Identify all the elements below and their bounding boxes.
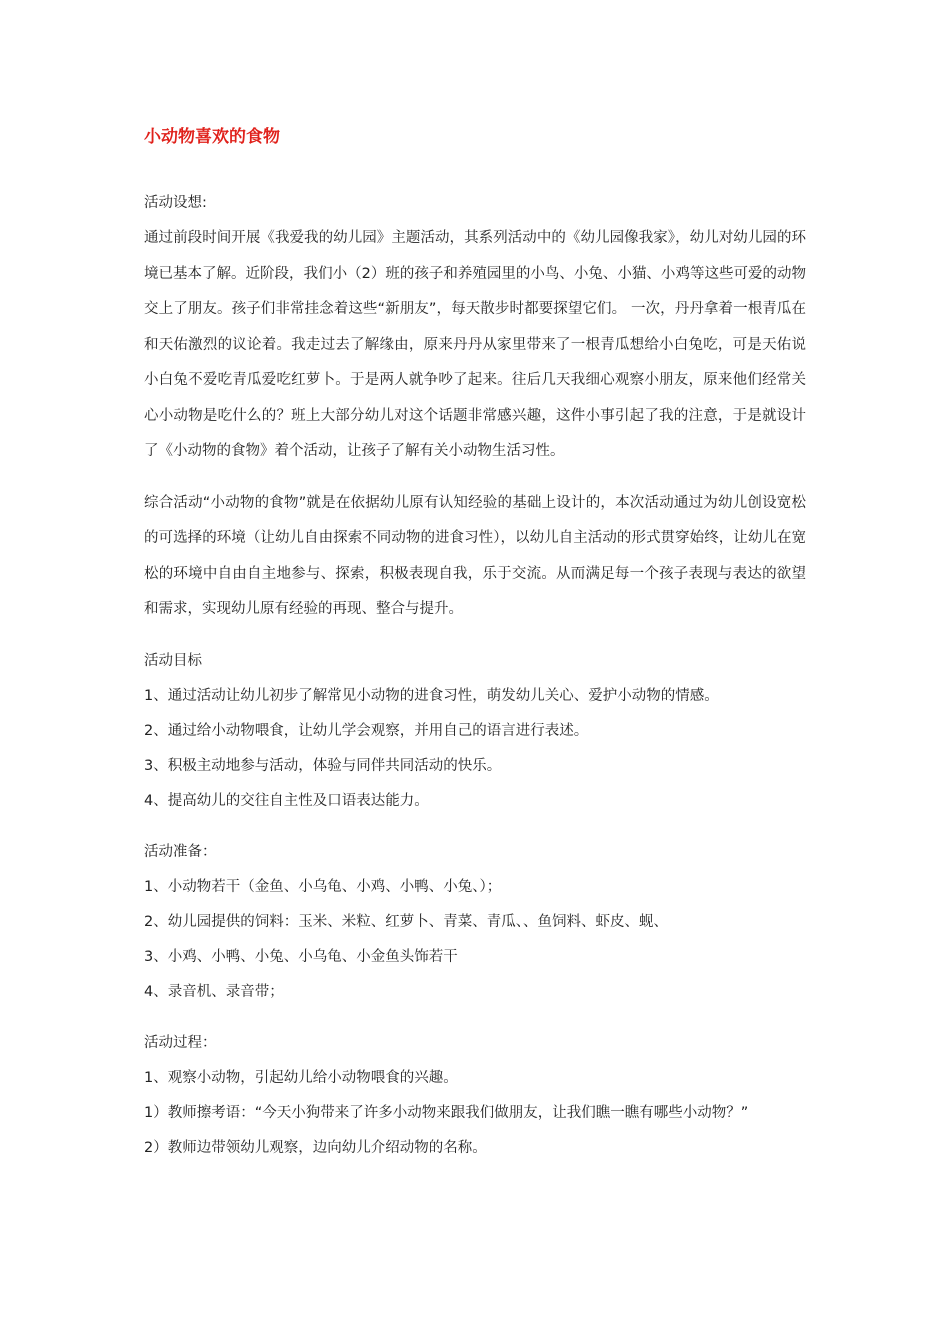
preparation-label: 活动准备： <box>144 843 217 860</box>
process-item: 1）教师擦考语：“今天小狗带来了许多小动物来跟我们做朋友，让我们瞧一瞧有哪些小动物？” <box>144 1104 749 1121</box>
preparation-item: 1、小动物若干（金鱼、小乌龟、小鸡、小鸭、小兔、）； <box>144 878 502 895</box>
goal-item: 2、通过给小动物喂食，让幼儿学会观察，并用自己的语言进行表述。 <box>144 722 589 739</box>
design-paragraph-2: 综合活动“小动物的食物”就是在依据幼儿原有认知经验的基础上设计的，本次活动通过为幼儿创设宽松的可选择的环境（让幼儿自由探索不同动物的进食习性），以幼儿自主活动的形式贯穿始终，让幼儿在宽松的环境中自由自主地参与、探索，积极表现自我，乐于交流。从而满足每一个孩子表现与表达的欲望和需求，实现幼儿原有经验的再现、整合与提升。 <box>144 494 806 617</box>
spacer <box>144 1010 806 1026</box>
preparation-item: 4、录音机、录音带； <box>144 983 284 1000</box>
spacer <box>144 819 806 835</box>
process-item: 1、观察小动物，引起幼儿给小动物喂食的兴趣。 <box>144 1069 458 1086</box>
goal-item: 4、提高幼儿的交往自主性及口语表达能力。 <box>144 792 429 809</box>
preparation-item: 3、小鸡、小鸭、小兔、小乌龟、小金鱼头饰若干 <box>144 948 458 965</box>
document-title: 小动物喜欢的食物 <box>144 127 280 147</box>
process-item: 2）教师边带领幼儿观察，边向幼儿介绍动物的名称。 <box>144 1140 487 1156</box>
spacer <box>144 628 806 644</box>
design-label: 活动设想: <box>144 195 207 211</box>
goal-item: 3、积极主动地参与活动，体验与同伴共同活动的快乐。 <box>144 757 502 774</box>
spacer <box>144 470 806 486</box>
design-paragraph-1: 通过前段时间开展《我爱我的幼儿园》主题活动，其系列活动中的《幼儿园像我家》，幼儿对幼儿园的环境已基本了解。近阶段，我们小（2）班的孩子和养殖园里的小鸟、小兔、小猫、小鸡等这些可爱的动物交上了朋友。孩子们非常挂念着这些“新朋友”，每天散步时都要探望它们。 一次，丹丹拿着一根青瓜在和天佑激烈的议论着。我走过去了解缘由，原来丹丹从家里带来了一根青瓜想给小白兔吃，可是天佑说小白兔不爱吃青瓜爱吃红萝卜。于是两人就争吵了起来。往后几天我细心观察小朋友，原来他们经常关心小动物是吃什么的？班上大部分幼儿对这个话题非常感兴趣，这件小事引起了我的注意，于是就设计了《小动物的食物》着个活动，让孩子了解有关小动物生活习性。 <box>144 230 806 459</box>
preparation-item: 2、幼儿园提供的饲料：玉米、米粒、红萝卜、青菜、青瓜、、鱼饲料、虾皮、蚬、 <box>144 913 668 930</box>
document-content <box>144 122 806 1166</box>
process-label: 活动过程： <box>144 1034 217 1051</box>
goal-item: 1、通过活动让幼儿初步了解常见小动物的进食习性，萌发幼儿关心、爱护小动物的情感。 <box>144 687 719 704</box>
goals-label: 活动目标 <box>144 652 202 669</box>
